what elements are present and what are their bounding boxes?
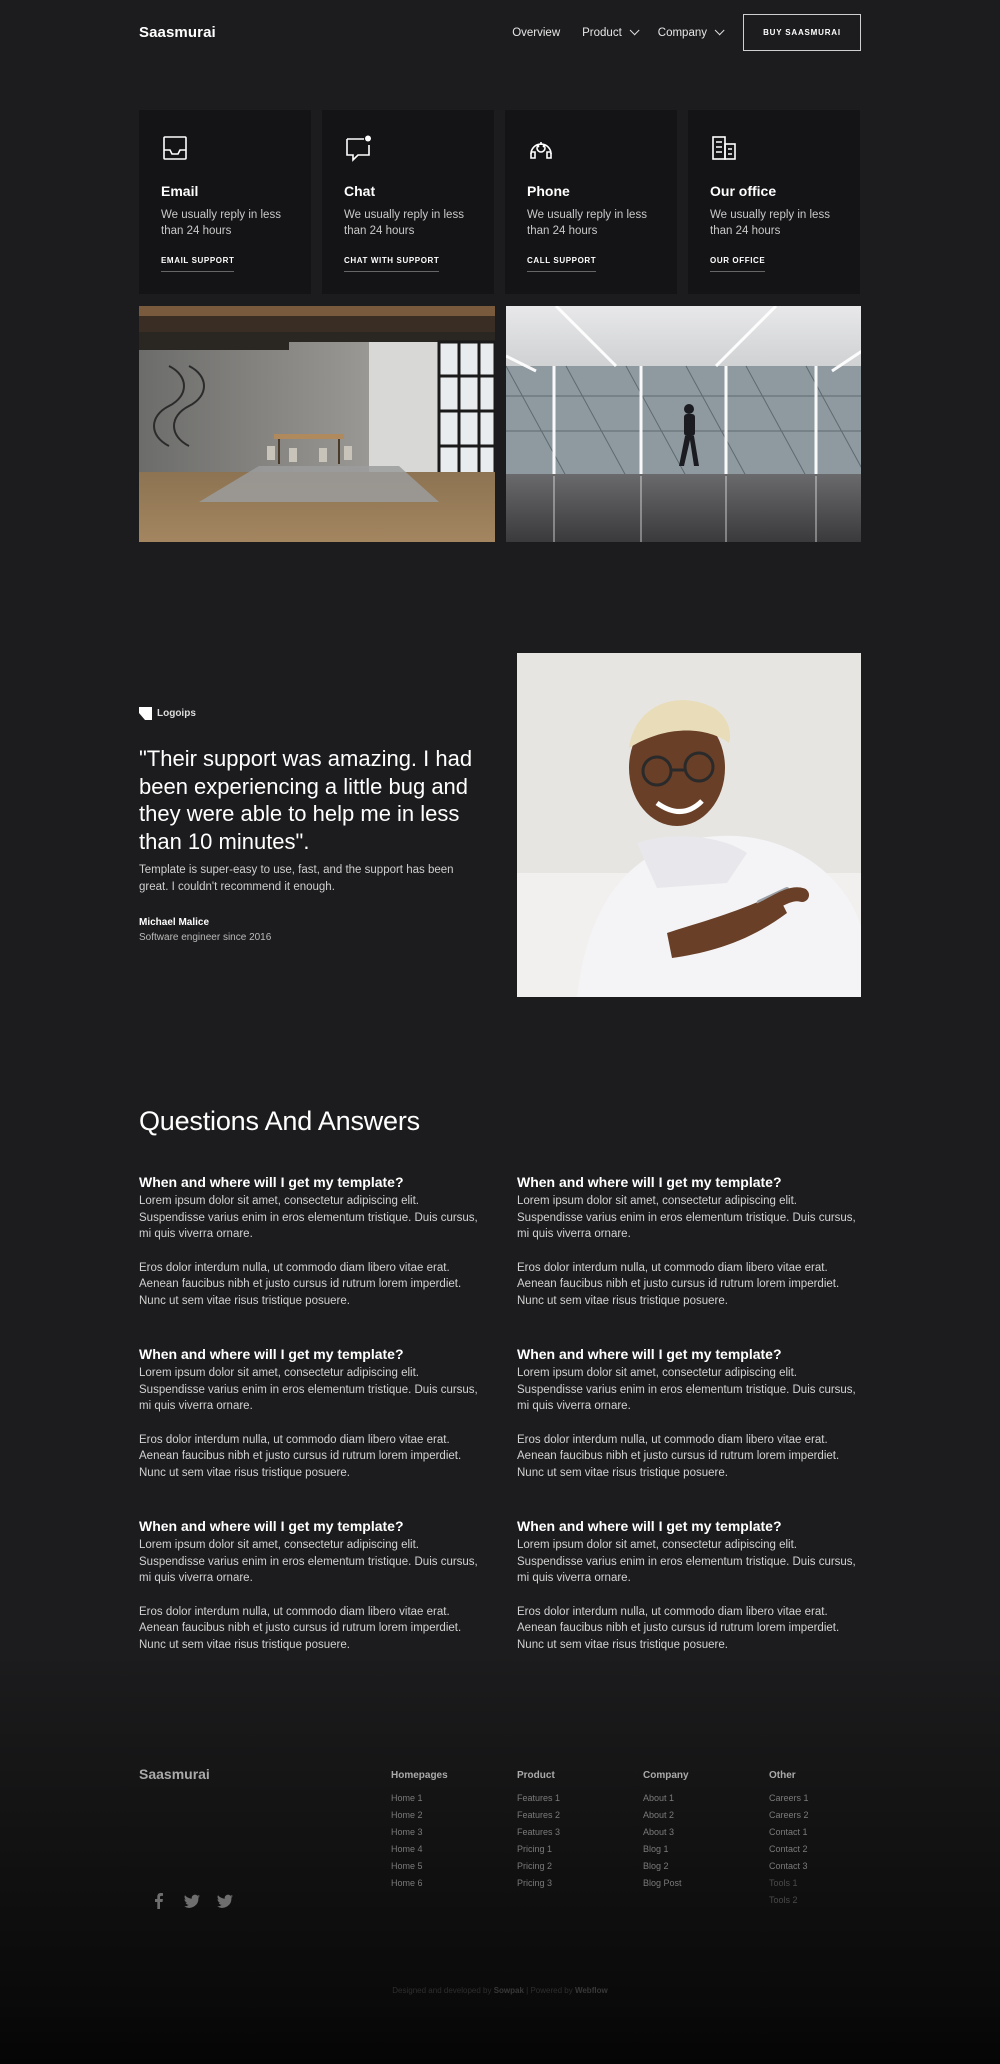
- nav-company-label: Company: [657, 26, 707, 39]
- faq-answer-p2: Eros dolor interdum nulla, ut commodo diam libero vitae erat. Aenean faucibus nibh et justo cursus id rutrum lorem imperdiet. Nunc ut sem vitae risus tristique posuere.: [139, 1433, 462, 1479]
- card-text: We usually reply in less than 24 hours: [161, 209, 281, 237]
- testimonial-role: Software engineer since 2016: [139, 932, 272, 943]
- chevron-down-icon: [629, 25, 639, 35]
- footer-link[interactable]: Home 4: [391, 1844, 423, 1854]
- call-support-link[interactable]: CALL SUPPORT: [527, 256, 596, 272]
- footer-link[interactable]: Features 2: [517, 1810, 561, 1820]
- nav-product-label: Product: [582, 26, 622, 39]
- footer: [139, 1766, 861, 1926]
- brand-logo[interactable]: Saasmurai: [139, 24, 216, 41]
- nav-links: [512, 14, 861, 51]
- footer-brand[interactable]: Saasmurai: [139, 1766, 210, 1782]
- footer-link[interactable]: Home 6: [391, 1878, 423, 1888]
- faq-answer-p2: Eros dolor interdum nulla, ut commodo diam libero vitae erat. Aenean faucibus nibh et justo cursus id rutrum lorem imperdiet. Nunc ut sem vitae risus tristique posuere.: [517, 1605, 840, 1651]
- office-hallway-photo: [506, 306, 862, 542]
- headset-icon: [527, 134, 555, 162]
- footer-link[interactable]: About 2: [643, 1810, 675, 1820]
- card-text: We usually reply in less than 24 hours: [527, 209, 647, 237]
- faq-item: [139, 1346, 479, 1518]
- testimonial-author: Michael Malice: [139, 917, 210, 928]
- chat-bubble-icon: [344, 134, 372, 162]
- footer-link[interactable]: About 1: [643, 1793, 675, 1803]
- social-links: [150, 1892, 234, 1910]
- card-title: Chat: [344, 183, 376, 199]
- testimonial-portrait: [517, 653, 861, 997]
- footer-link[interactable]: Tools 1: [769, 1878, 798, 1888]
- footer-link[interactable]: Home 2: [391, 1810, 423, 1820]
- chat-support-link[interactable]: CHAT WITH SUPPORT: [344, 256, 439, 272]
- faq-answer-p2: Eros dolor interdum nulla, ut commodo diam libero vitae erat. Aenean faucibus nibh et justo cursus id rutrum lorem imperdiet. Nunc ut sem vitae risus tristique posuere.: [517, 1433, 840, 1479]
- card-title: Our office: [710, 183, 777, 199]
- credit-platform-link[interactable]: Webflow: [574, 1986, 608, 1995]
- footer-link[interactable]: Tools 2: [769, 1895, 798, 1905]
- footer-link[interactable]: Home 5: [391, 1861, 423, 1871]
- footer-col-homepages: [391, 1770, 501, 1895]
- faq-question: When and where will I get my template?: [139, 1346, 404, 1362]
- faq-title: Questions And Answers: [139, 1106, 420, 1136]
- facebook-icon[interactable]: [150, 1892, 168, 1910]
- building-icon: [710, 134, 738, 162]
- logo-text: Logoips: [157, 708, 196, 719]
- contact-card-phone: [505, 110, 677, 294]
- chevron-down-icon: [715, 25, 725, 35]
- contact-card-email: [139, 110, 311, 294]
- faq-answer-p1: Lorem ipsum dolor sit amet, consectetur adipiscing elit. Suspendisse varius enim in eros elementum tristique. Duis cursus, mi quis viverra ornare.: [517, 1367, 856, 1412]
- top-nav: [139, 14, 861, 51]
- faq-answer-p2: Eros dolor interdum nulla, ut commodo diam libero vitae erat. Aenean faucibus nibh et justo cursus id rutrum lorem imperdiet. Nunc ut sem vitae risus tristique posuere.: [139, 1605, 462, 1651]
- nav-company-dropdown[interactable]: [658, 27, 721, 39]
- footer-col-product: [517, 1770, 627, 1895]
- footer-link[interactable]: Blog 2: [643, 1861, 669, 1871]
- footer-credit: [139, 1986, 861, 1995]
- contact-cards: [139, 110, 861, 294]
- footer-col-title: Product: [517, 1770, 555, 1781]
- twitter-icon[interactable]: [216, 1892, 234, 1910]
- footer-link[interactable]: Blog 1: [643, 1844, 669, 1854]
- footer-link[interactable]: About 3: [643, 1827, 675, 1837]
- footer-link[interactable]: Pricing 3: [517, 1878, 553, 1888]
- footer-link[interactable]: Pricing 2: [517, 1861, 553, 1871]
- faq-question: When and where will I get my template?: [517, 1174, 782, 1190]
- footer-col-title: Other: [769, 1770, 796, 1781]
- footer-link[interactable]: Home 1: [391, 1793, 423, 1803]
- faq-answer-p1: Lorem ipsum dolor sit amet, consectetur adipiscing elit. Suspendisse varius enim in eros elementum tristique. Duis cursus, mi quis viverra ornare.: [517, 1195, 856, 1240]
- credit-mid: | Powered by: [526, 1986, 573, 1995]
- faq-question: When and where will I get my template?: [139, 1518, 404, 1534]
- footer-link[interactable]: Home 3: [391, 1827, 423, 1837]
- faq-item: [517, 1346, 857, 1518]
- footer-col-company: [643, 1770, 753, 1895]
- office-loft-photo: [139, 306, 495, 542]
- testimonial-subtext: Template is super-easy to use, fast, and the support has been great. I couldn't recommend it enough.: [139, 864, 454, 893]
- our-office-link[interactable]: OUR OFFICE: [710, 256, 765, 272]
- faq-question: When and where will I get my template?: [517, 1346, 782, 1362]
- footer-link[interactable]: Pricing 1: [517, 1844, 553, 1854]
- footer-col-other: [769, 1770, 879, 1912]
- footer-link[interactable]: Blog Post: [643, 1878, 682, 1888]
- office-images: [139, 306, 861, 542]
- faq-answer-p1: Lorem ipsum dolor sit amet, consectetur adipiscing elit. Suspendisse varius enim in eros elementum tristique. Duis cursus, mi quis viverra ornare.: [517, 1539, 856, 1584]
- nav-overview[interactable]: [512, 27, 560, 39]
- faq-grid: [139, 1174, 861, 1690]
- logoipsum-icon: [139, 707, 152, 720]
- twitter-icon[interactable]: [183, 1892, 201, 1910]
- contact-card-chat: [322, 110, 494, 294]
- nav-overview-label: Overview: [512, 26, 561, 39]
- footer-link[interactable]: Careers 2: [769, 1810, 809, 1820]
- faq-answer-p1: Lorem ipsum dolor sit amet, consectetur adipiscing elit. Suspendisse varius enim in eros elementum tristique. Duis cursus, mi quis viverra ornare.: [139, 1539, 478, 1584]
- footer-col-title: Homepages: [391, 1770, 448, 1781]
- credit-author-link[interactable]: Sowpak: [493, 1986, 524, 1995]
- faq-answer-p2: Eros dolor interdum nulla, ut commodo diam libero vitae erat. Aenean faucibus nibh et justo cursus id rutrum lorem imperdiet. Nunc ut sem vitae risus tristique posuere.: [139, 1261, 462, 1307]
- faq-question: When and where will I get my template?: [517, 1518, 782, 1534]
- footer-link[interactable]: Features 1: [517, 1793, 561, 1803]
- footer-link[interactable]: Features 3: [517, 1827, 561, 1837]
- card-title: Email: [161, 183, 199, 199]
- footer-link[interactable]: Careers 1: [769, 1793, 809, 1803]
- faq-item: [139, 1518, 479, 1690]
- footer-link[interactable]: Contact 1: [769, 1827, 808, 1837]
- card-text: We usually reply in less than 24 hours: [344, 209, 464, 237]
- footer-link[interactable]: Contact 2: [769, 1844, 808, 1854]
- faq-answer-p1: Lorem ipsum dolor sit amet, consectetur adipiscing elit. Suspendisse varius enim in eros elementum tristique. Duis cursus, mi quis viverra ornare.: [139, 1195, 478, 1240]
- contact-card-office: [688, 110, 860, 294]
- faq-answer-p1: Lorem ipsum dolor sit amet, consectetur adipiscing elit. Suspendisse varius enim in eros elementum tristique. Duis cursus, mi quis viverra ornare.: [139, 1367, 478, 1412]
- nav-product-dropdown[interactable]: [582, 27, 636, 39]
- inbox-icon: [161, 134, 189, 162]
- card-text: We usually reply in less than 24 hours: [710, 209, 830, 237]
- card-title: Phone: [527, 183, 570, 199]
- email-support-link[interactable]: EMAIL SUPPORT: [161, 256, 234, 272]
- buy-button[interactable]: BUY SAASMURAI: [743, 14, 861, 51]
- footer-link[interactable]: Contact 3: [769, 1861, 808, 1871]
- faq-item: [517, 1174, 857, 1346]
- company-logo: [139, 707, 196, 720]
- faq-item: [517, 1518, 857, 1690]
- testimonial-section: [139, 653, 861, 997]
- faq-item: [139, 1174, 479, 1346]
- testimonial-quote: "Their support was amazing. I had been experiencing a little bug and they were able to help me in less than 10 minutes".: [139, 746, 473, 854]
- faq-question: When and where will I get my template?: [139, 1174, 404, 1190]
- footer-col-title: Company: [643, 1770, 689, 1781]
- faq-answer-p2: Eros dolor interdum nulla, ut commodo diam libero vitae erat. Aenean faucibus nibh et justo cursus id rutrum lorem imperdiet. Nunc ut sem vitae risus tristique posuere.: [517, 1261, 840, 1307]
- credit-prefix: Designed and developed by: [392, 1986, 492, 1995]
